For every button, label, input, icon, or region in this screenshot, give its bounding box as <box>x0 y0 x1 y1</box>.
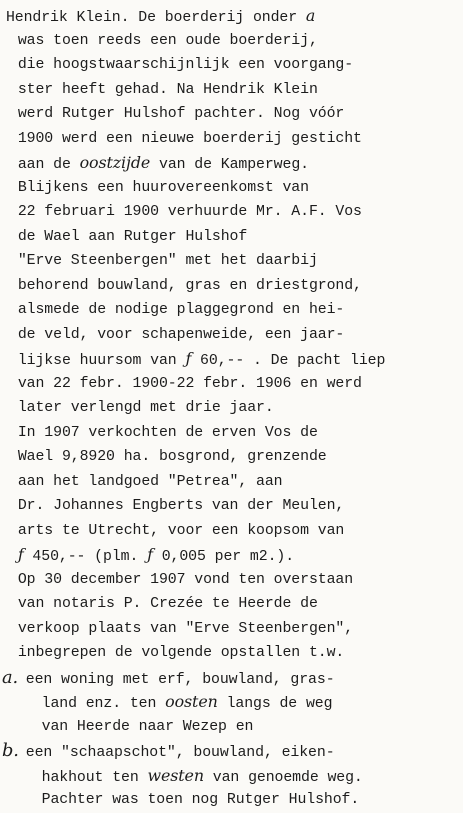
text-line <box>0 29 459 54</box>
text-segment: lijkse huursom van <box>17 352 186 369</box>
text-line <box>0 421 459 446</box>
text-segment: Wael 9,8920 ha. bosgrond, grenzende <box>17 448 327 465</box>
text-segment: van de Kamperweg. <box>150 156 309 173</box>
text-line <box>0 568 459 593</box>
text-segment: 1900 werd een nieuwe boerderij gesticht <box>17 129 362 147</box>
text-segment: van Heerde naar Wezep en <box>41 717 254 735</box>
text-line <box>0 641 459 666</box>
text-line <box>0 151 459 176</box>
text-line <box>0 225 459 250</box>
text-segment: een woning met erf, bouwland, gras- <box>25 670 335 688</box>
text-line <box>0 592 459 617</box>
text-segment: de veld, voor schapenweide, een jaar- <box>17 325 345 343</box>
text-segment: Op 30 december 1907 vond ten overstaan <box>17 570 354 588</box>
text-line <box>0 78 459 103</box>
italic-word: ƒ <box>147 545 153 564</box>
text-line <box>0 617 459 642</box>
text-line <box>0 666 459 691</box>
italic-word: westen <box>147 765 204 785</box>
text-segment: Pachter was toen nog Rutger Hulshof. <box>41 791 360 808</box>
text-line <box>0 200 459 225</box>
text-segment: Hendrik Klein. De boerderij onder <box>5 9 306 26</box>
text-line <box>0 102 459 127</box>
list-marker: a. <box>1 666 19 688</box>
text-line <box>0 298 459 323</box>
italic-word: oostzijde <box>79 153 151 172</box>
italic-word: ƒ <box>185 349 192 368</box>
text-segment: land enz. ten <box>41 695 166 712</box>
text-segment: de Wael aan Rutger Hulshof <box>17 227 248 245</box>
text-line <box>0 470 459 495</box>
list-marker: b. <box>1 740 19 761</box>
text-line <box>0 690 459 715</box>
text-segment: Dr. Johannes Engberts van der Meulen, <box>17 497 345 514</box>
text-segment: was toen reeds een oude boerderij, <box>17 31 318 49</box>
text-segment: Blijkens een huurovereenkomst van <box>17 178 309 196</box>
text-line <box>0 445 459 470</box>
text-segment: In 1907 verkochten de erven Vos de <box>17 423 318 441</box>
text-segment: alsmede de nodige plaggegrond en hei- <box>17 301 345 318</box>
text-segment: ster heeft gehad. Na Hendrik Klein <box>17 80 318 98</box>
italic-word: oosten <box>165 692 218 711</box>
text-segment: werd Rutger Hulshof pachter. Nog vóór <box>17 105 345 122</box>
text-line <box>0 396 459 421</box>
text-line <box>0 494 459 519</box>
text-segment: een "schaapschot", bouwland, eiken- <box>25 744 335 761</box>
text-line <box>0 249 459 274</box>
italic-word: ƒ <box>17 545 24 564</box>
italic-word: a <box>305 6 316 25</box>
text-line <box>0 519 459 544</box>
text-line <box>0 274 459 299</box>
text-segment: langs de weg <box>217 695 333 712</box>
text-line <box>0 739 459 764</box>
text-segment: 22 februari 1900 verhuurde Mr. A.F. Vos <box>17 203 362 220</box>
text-segment: van 22 febr. 1900-22 febr. 1906 en werd <box>17 374 362 392</box>
text-line <box>0 176 459 201</box>
text-line <box>0 127 459 152</box>
text-segment: verkoop plaats van "Erve Steenbergen", <box>17 619 354 637</box>
text-segment: aan het landgoed "Petrea", aan <box>17 472 283 490</box>
text-line <box>0 543 459 568</box>
text-segment: 0,005 per m2.). <box>152 548 295 565</box>
text-segment: behorend bouwland, gras en driestgrond, <box>17 276 362 294</box>
text-line <box>0 715 459 740</box>
text-segment: van notaris P. Crezée te Heerde de <box>17 595 318 612</box>
text-line <box>0 53 459 78</box>
text-line <box>0 4 459 29</box>
document-body <box>0 4 463 813</box>
text-segment: "Erve Steenbergen" met het daarbij <box>17 252 318 269</box>
text-line <box>0 764 459 789</box>
text-segment: later verlengd met drie jaar. <box>17 399 274 416</box>
text-segment: die hoogstwaarschijnlijk een voorgang- <box>17 56 354 73</box>
text-segment: arts te Utrecht, voor een koopsom van <box>17 521 345 539</box>
text-segment: 60,-- . De pacht liep <box>191 352 386 369</box>
text-line <box>0 347 459 372</box>
text-segment: van genoemde weg. <box>203 768 363 786</box>
text-segment: inbegrepen de volgende opstallen t.w. <box>17 644 345 661</box>
text-segment: hakhout ten <box>41 768 148 786</box>
text-line <box>0 372 459 397</box>
text-segment: 450,-- (plm. <box>23 548 148 565</box>
text-line <box>0 323 459 348</box>
text-segment: aan de <box>17 156 80 173</box>
text-line <box>0 788 459 813</box>
